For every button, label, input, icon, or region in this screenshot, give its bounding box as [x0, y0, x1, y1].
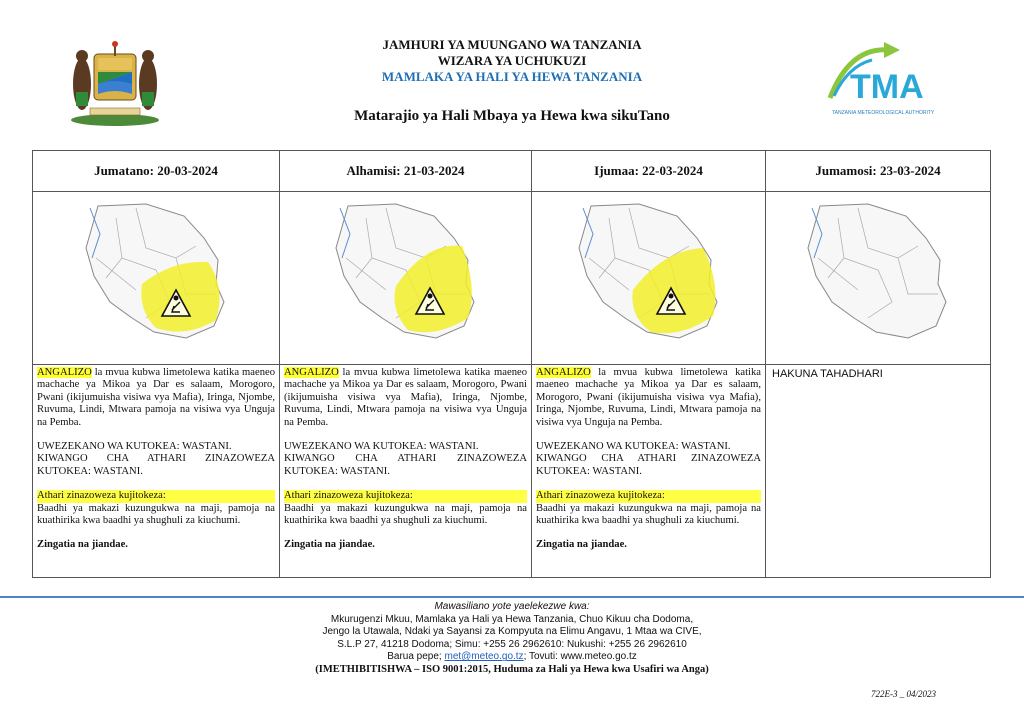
- map-cell-3: [532, 192, 766, 365]
- impacts-heading: Athari zinazoweza kujitokeza:: [37, 490, 275, 502]
- day-header-2: Alhamisi: 21-03-2024: [280, 151, 532, 192]
- day-header-4: Jumamosi: 23-03-2024: [766, 151, 991, 192]
- impact-level-text: KIWANGO CHA ATHARI ZINAZOWEZA KUTOKEA: WASTANI.: [284, 453, 527, 477]
- closing-text: Zingatia na jiandae.: [536, 539, 627, 551]
- footer: [0, 601, 1024, 677]
- day-details-1: [33, 365, 280, 578]
- footer-contact-line: [0, 651, 1024, 664]
- header-line-1: JAMHURI YA MUUNGANO WA TANZANIA: [382, 37, 642, 52]
- forecast-table: [32, 150, 991, 578]
- impacts-text: Baadhi ya makazi kuzungukwa na maji, pamoja na kuathirika kwa baadhi ya shughuli za kiuchumi.: [37, 502, 275, 527]
- impact-level-text: KIWANGO CHA ATHARI ZINAZOWEZA KUTOKEA: WASTANI.: [37, 453, 275, 477]
- likelihood-text: UWEZEKANO WA KUTOKEA: WASTANI.: [37, 441, 232, 453]
- website-text: ; Tovuti: www.meteo.go.tz: [523, 651, 637, 663]
- tma-logo-text: TMA: [850, 68, 924, 106]
- footer-address-line-3: S.L.P 27, 41218 Dodoma; Simu: +255 26 2962610: Nukushi: +255 26 2962610: [337, 638, 687, 650]
- impacts-heading: Athari zinazoweza kujitokeza:: [284, 490, 527, 502]
- day-details-3: [532, 365, 766, 578]
- document-code: 722E-3 _ 04/2023: [871, 689, 936, 699]
- map-cell-4: [766, 192, 991, 365]
- tanzania-warning-map: [76, 198, 236, 348]
- tma-logo-subtext: TANZANIA METEOROLOGICAL AUTHORITY: [832, 110, 935, 116]
- day-header-row: [33, 151, 991, 192]
- map-cell-1: [33, 192, 280, 365]
- day-details-4: [766, 365, 991, 578]
- header-line-2: WIZARA YA UCHUKUZI: [437, 53, 587, 68]
- day-details-2: [280, 365, 532, 578]
- warning-text: la mvua kubwa limetolewa katika maeneo machache ya Mikoa ya Dar es salaam, Morogoro, Pwani (ikijumuisha visiwa vya Mafia), Iringa, Njombe, Ruvuma, Lindi, Mtwara pamoja na visiwa vya Unguja na Pemba.: [536, 367, 761, 428]
- day-header-1: Jumatano: 20-03-2024: [33, 151, 280, 192]
- impact-level-text: KIWANGO CHA ATHARI ZINAZOWEZA KUTOKEA: WASTANI.: [536, 453, 761, 477]
- tanzania-map: [798, 198, 958, 348]
- no-warning-text: HAKUNA TAHADHARI: [772, 368, 883, 380]
- footer-address-line-2: Jengo la Utawala, Ndaki ya Sayansi za Kompyuta na Elimu Angavu, 1 Mtaa wa CIVE,: [322, 626, 702, 638]
- likelihood-text: UWEZEKANO WA KUTOKEA: WASTANI.: [284, 441, 479, 453]
- day-header-3: Ijumaa: 22-03-2024: [532, 151, 766, 192]
- closing-text: Zingatia na jiandae.: [284, 539, 375, 551]
- likelihood-text: UWEZEKANO WA KUTOKEA: WASTANI.: [536, 441, 731, 453]
- email-label: Barua pepe;: [387, 651, 445, 663]
- text-row: [33, 365, 991, 578]
- impacts-text: Baadhi ya makazi kuzungukwa na maji, pamoja na kuathirika kwa baadhi ya shughuli za kiuchumi.: [536, 502, 761, 527]
- tanzania-warning-map: [326, 198, 486, 348]
- footer-intro: Mawasiliano yote yaelekezwe kwa:: [434, 601, 590, 612]
- map-cell-2: [280, 192, 532, 365]
- email-link[interactable]: met@meteo.go.tz: [444, 651, 524, 663]
- map-row: [33, 192, 991, 365]
- closing-text: Zingatia na jiandae.: [37, 539, 128, 551]
- tma-logo: [820, 36, 960, 122]
- warning-word: ANGALIZO: [284, 367, 339, 378]
- document-title: Matarajio ya Hali Mbaya ya Hewa kwa sikuTano: [354, 108, 670, 124]
- warning-text: la mvua kubwa limetolewa katika maeneo machache ya Mikoa ya Dar es salaam, Morogoro, Pwani (ikijumuisha visiwa vya Mafia), Iringa, Njombe, Ruvuma, Lindi, Mtwara pamoja na visiwa vya Unguja na Pemba.: [284, 367, 527, 428]
- certification-text: (IMETHIBITISHWA – ISO 9001:2015, Huduma za Hali ya Hewa kwa Usafiri wa Anga): [315, 663, 709, 675]
- header-line-3: MAMLAKA YA HALI YA HEWA TANZANIA: [381, 69, 643, 84]
- footer-divider: [0, 596, 1024, 598]
- warning-word: ANGALIZO: [37, 367, 92, 378]
- impacts-text: Baadhi ya makazi kuzungukwa na maji, pamoja na kuathirika kwa baadhi ya shughuli za kiuchumi.: [284, 502, 527, 527]
- warning-text: la mvua kubwa limetolewa katika maeneo machache ya Mikoa ya Dar es salaam, Morogoro, Pwani (ikijumuisha visiwa vya Mafia), Iringa, Njombe, Ruvuma, Lindi, Mtwara pamoja na visiwa vya Unguja na Pemba.: [37, 367, 275, 428]
- tanzania-warning-map: [569, 198, 729, 348]
- footer-address-line-1: Mkurugenzi Mkuu, Mamlaka ya Hali ya Hewa Tanzania, Chuo Kikuu cha Dodoma,: [330, 613, 694, 625]
- warning-word: ANGALIZO: [536, 367, 591, 378]
- impacts-heading: Athari zinazoweza kujitokeza:: [536, 490, 761, 502]
